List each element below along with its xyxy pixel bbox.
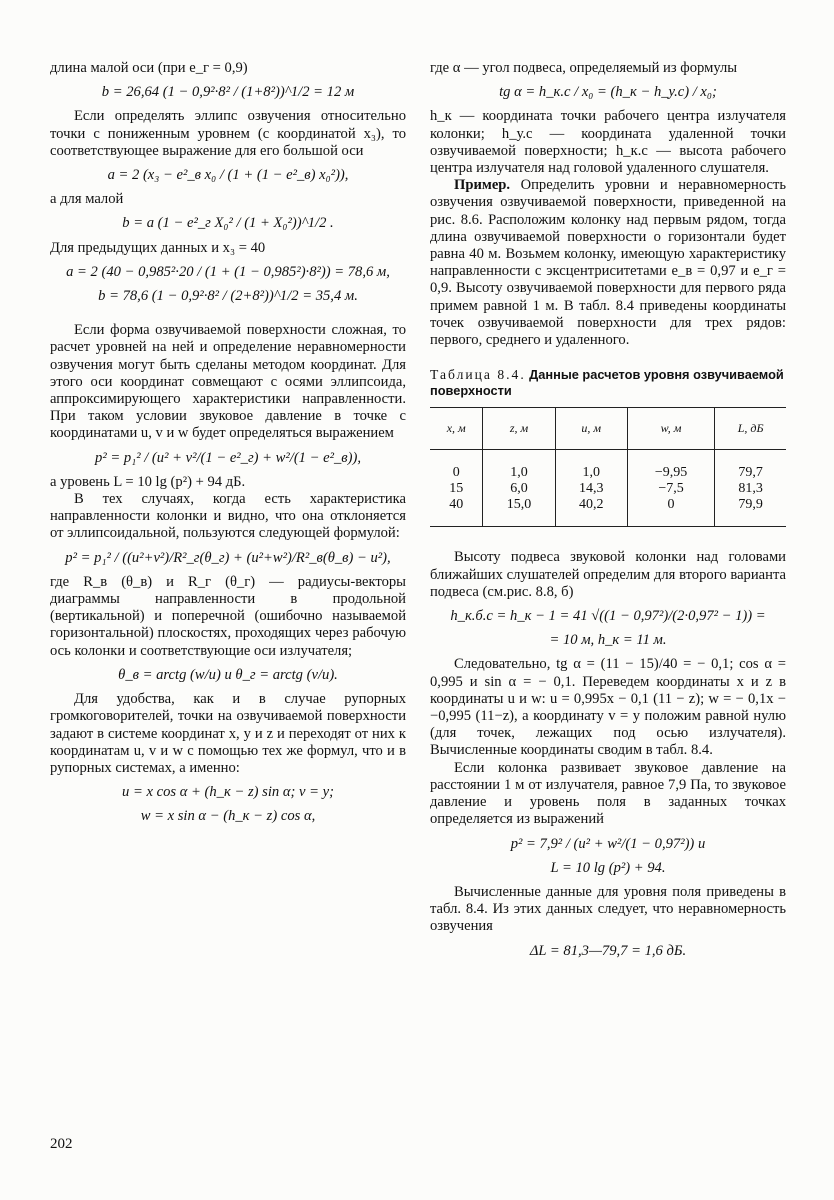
equation: b = a (1 − e²_г X₀² / (1 + X₀²))^1/2 . xyxy=(122,215,334,232)
equation: L = 10 lg (p²) + 94. xyxy=(550,859,666,876)
paragraph: Высоту подвеса звуковой колонки над головами ближайших слушателей определим для второго варианта подвеса (см.рис. 8.8, б) xyxy=(430,549,786,600)
example-text: Определить уровни и неравномерность озвучения озвучиваемой поверхности, приведенной на рис. 8.6. Расположим колонку над первым рядом, тогда длина озвучиваемой поверхности о горизонтали будет равна 40 м. Возьмем колонку, имеющую характеристику направленности с эксцентриситетами e_в = 0,97 и e_г = 0,9. Высоту озвучиваемой поверхности для первого ряда примем равной 1 м. В табл. 8.4 приведены координаты точек озвучиваемой поверхности для трех рядов: первого, среднего и удаленного. xyxy=(430,177,786,349)
equation: b = 26,64 (1 − 0,9²·8² / (1+8²))^1/2 = 12 м xyxy=(101,84,355,101)
page-number: 202 xyxy=(50,1136,73,1152)
data-table xyxy=(430,407,786,527)
table-caption-label: Таблица 8.4. xyxy=(430,367,526,383)
column-header: L, дБ xyxy=(715,408,786,450)
paragraph: В тех случаях, когда есть характеристика направленности колонки и видно, что она отклоняется от эллипсоидальной, пользуются следующей формулой: xyxy=(50,491,406,542)
paragraph: где R_в (θ_в) и R_г (θ_г) — радиусы-векторы диаграммы направленности в продольной (вертикальной) и поперечной (ошибочно называемой горизонтальной) плоскостях, проходящих через рабочую ось колонки и соответствующие оси излучателя; xyxy=(50,573,406,659)
paragraph: Если определять эллипс озвучения относительно точки с пониженным уровнем (с координатой x₃), то соответствующее выражение для его большой оси xyxy=(50,108,406,159)
equation: h_к.б.с = h_к − 1 = 41 √((1 − 0,97²)/(2·0,97² − 1)) = xyxy=(450,608,766,625)
equation: p² = p₁² / (u² + v²/(1 − e²_г) + w²/(1 − e²_в)), xyxy=(95,449,361,466)
paragraph: Следовательно, tg α = (11 − 15)/40 = − 0,1; cos α = 0,995 и sin α = − 0,1. Переведем координаты x и z в координаты u и w: u = 0,995x − 0,1 (11 − z); w = − 0,1x − −0,995 (11−z), а координату v = y положим равной нулю (для точек, лежащих под осью излучателя). Вычисленные координаты сводим в табл. 8.4. xyxy=(430,656,786,759)
table-cell: 0 xyxy=(452,465,460,481)
equation: ΔL = 81,3—79,7 = 1,6 дБ. xyxy=(529,942,687,959)
equation: θ_в = arctg (w/u) и θ_г = arctg (v/u). xyxy=(118,666,338,683)
column-header: u, м xyxy=(555,408,627,450)
paragraph: длина малой оси (при e_г = 0,9) xyxy=(50,60,248,76)
paragraph: Для предыдущих данных и x₃ = 40 xyxy=(50,239,266,256)
right-column xyxy=(430,60,786,967)
table-cell: 15,0 xyxy=(483,497,555,527)
table-cell: 1,0 xyxy=(483,450,555,482)
paragraph xyxy=(430,177,786,349)
equation: p² = 7,9² / (u² + w²/(1 − 0,97²)) и xyxy=(510,835,706,852)
table-cell: 15 xyxy=(449,481,464,497)
table-cell: 6,0 xyxy=(483,481,555,497)
table-cell: −9,95 xyxy=(627,450,714,482)
equation: tg α = h_к.с / x₀ = (h_к − h_у.с) / x₀; xyxy=(499,84,717,101)
paragraph: Вычисленные данные для уровня поля приведены в табл. 8.4. Из этих данных следует, что неравномерность озвучения xyxy=(430,883,786,935)
column-header: z, м xyxy=(483,408,555,450)
table-cell: 40 xyxy=(430,497,483,527)
paragraph: Для удобства, как и в случае рупорных громкоговорителей, точки на озвучиваемой поверхности задают в системе координат x, y и z и переходят от них к координатам u, v и w с помощью тех же формул, что и в рупорных системах, а именно: xyxy=(50,691,406,776)
paragraph: а уровень L = 10 lg (p²) + 94 дБ. xyxy=(50,473,246,490)
table-row xyxy=(430,450,786,482)
table-cell: 14,3 xyxy=(555,481,627,497)
paragraph: h_к — координата точки рабочего центра излучателя колонки; h_у.с — координата удаленной точки озвучиваемой поверхности; h_к.с — высота рабочего центра излучателя над головой удаленного слушателя. xyxy=(430,108,786,177)
table-cell: 81,3 xyxy=(715,481,786,497)
table-caption xyxy=(430,367,786,399)
column-header: w, м xyxy=(627,408,714,450)
table-cell: −7,5 xyxy=(627,481,714,497)
equation: a = 2 (40 − 0,985²·20 / (1 + (1 − 0,985²)·8²)) = 78,6 м, xyxy=(66,263,390,280)
table-cell: 0 xyxy=(627,497,714,527)
equation: a = 2 (x₃ − e²_в x₀ / (1 + (1 − e²_в) x₀²)), xyxy=(107,167,349,184)
equation: = 10 м, h_к = 11 м. xyxy=(549,632,667,649)
paragraph: Если колонка развивает звуковое давление на расстоянии 1 м от излучателя, равное 7,9 Па, то звуковое давление и уровень поля в заданных точках определяется из выражений xyxy=(430,759,786,828)
table-cell: 1,0 xyxy=(555,450,627,482)
table-cell: 40,2 xyxy=(555,497,627,527)
column-header: x, м xyxy=(430,408,483,450)
left-column xyxy=(50,60,406,833)
table-row xyxy=(430,481,786,497)
table-cell: 79,7 xyxy=(715,450,786,482)
table-row xyxy=(430,497,786,527)
equation: b = 78,6 (1 − 0,9²·8² / (2+8²))^1/2 = 35,4 м. xyxy=(98,288,358,305)
table-caption-title: Данные расчетов уровня озвучиваемой поверхности xyxy=(430,367,784,399)
paragraph: Если форма озвучиваемой поверхности сложная, то расчет уровней на ней и определение неравномерности озвучения могут быть сделаны методом координат. Для этого оси координат совмещают с осями эллипсоида, аппроксимирующего характеристики направленности. При таком условии звуковое давление в точке с координатами u, v и w будет определяться выражением xyxy=(50,322,406,442)
equation: u = x cos α + (h_к − z) sin α; v = y; xyxy=(122,784,334,801)
equation: p² = p₁² / ((u²+v²)/R²_г(θ_г) + (u²+w²)/R²_в(θ_в) − u²), xyxy=(65,549,391,566)
equation: w = x sin α − (h_к − z) cos α, xyxy=(140,808,316,825)
paragraph: а для малой xyxy=(50,191,124,208)
example-label: Пример. xyxy=(454,177,511,194)
table-cell: 79,9 xyxy=(715,497,786,527)
paragraph: где α — угол подвеса, определяемый из формулы xyxy=(430,60,738,76)
